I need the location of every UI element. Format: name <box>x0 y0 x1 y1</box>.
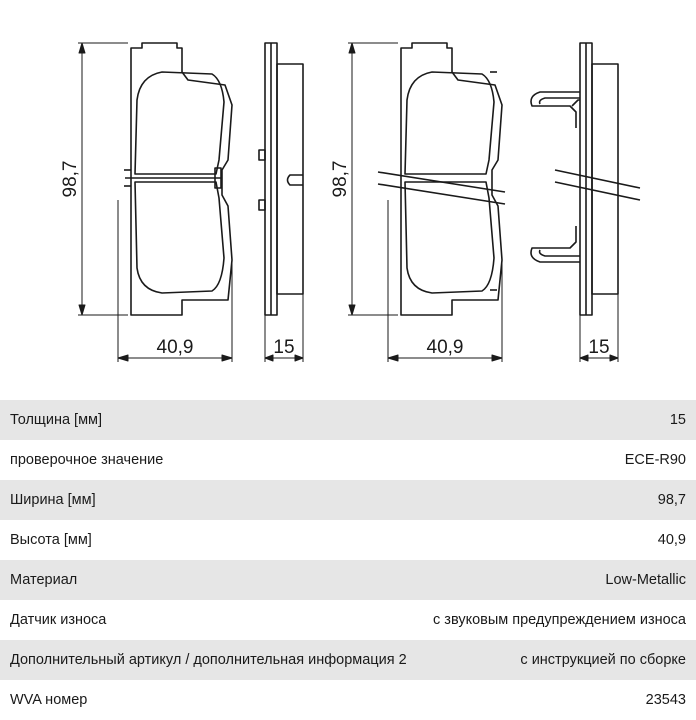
spec-label: Дополнительный артикул / дополнительная информация 2 <box>10 652 407 668</box>
spec-value: с звуковым предупреждением износа <box>433 612 686 628</box>
spec-label: Толщина [мм] <box>10 412 103 428</box>
specifications-table <box>0 400 696 720</box>
spec-row-width <box>0 480 696 520</box>
spec-value: 40,9 <box>657 532 686 548</box>
right-pad-front-view <box>378 43 505 315</box>
right-pad-side-view <box>531 43 640 315</box>
spec-value: 15 <box>669 412 686 428</box>
spec-row-wva-number <box>0 680 696 720</box>
spec-row-height <box>0 520 696 560</box>
right-thickness-dim-label: 15 <box>588 337 610 358</box>
spec-value: 23543 <box>645 692 686 708</box>
left-height-dim-label: 98,7 <box>60 160 81 198</box>
spec-value: ECE-R90 <box>624 452 686 468</box>
left-width-dim-label: 40,9 <box>156 337 194 358</box>
right-height-dim-label: 98,7 <box>330 160 351 198</box>
spec-value: с инструкцией по сборке <box>520 652 686 668</box>
left-pad-side-view <box>259 43 303 315</box>
spec-label: Материал <box>10 572 78 588</box>
spec-value: 98,7 <box>657 492 686 508</box>
left-thickness-dim-label: 15 <box>273 337 295 358</box>
left-pad-front-view <box>124 43 232 315</box>
spec-label: Ширина [мм] <box>10 492 96 508</box>
spec-value: Low-Metallic <box>605 572 686 588</box>
dimension-lines <box>78 43 618 362</box>
spec-row-material <box>0 560 696 600</box>
spec-label: Датчик износа <box>10 612 107 628</box>
spec-label: проверочное значение <box>10 452 164 468</box>
spec-row-wear-sensor <box>0 600 696 640</box>
right-width-dim-label: 40,9 <box>426 337 464 358</box>
spec-row-test-mark <box>0 440 696 480</box>
spec-row-additional-info <box>0 640 696 680</box>
spec-label: WVA номер <box>10 692 88 708</box>
spec-label: Высота [мм] <box>10 532 92 548</box>
spec-row-thickness <box>0 400 696 440</box>
